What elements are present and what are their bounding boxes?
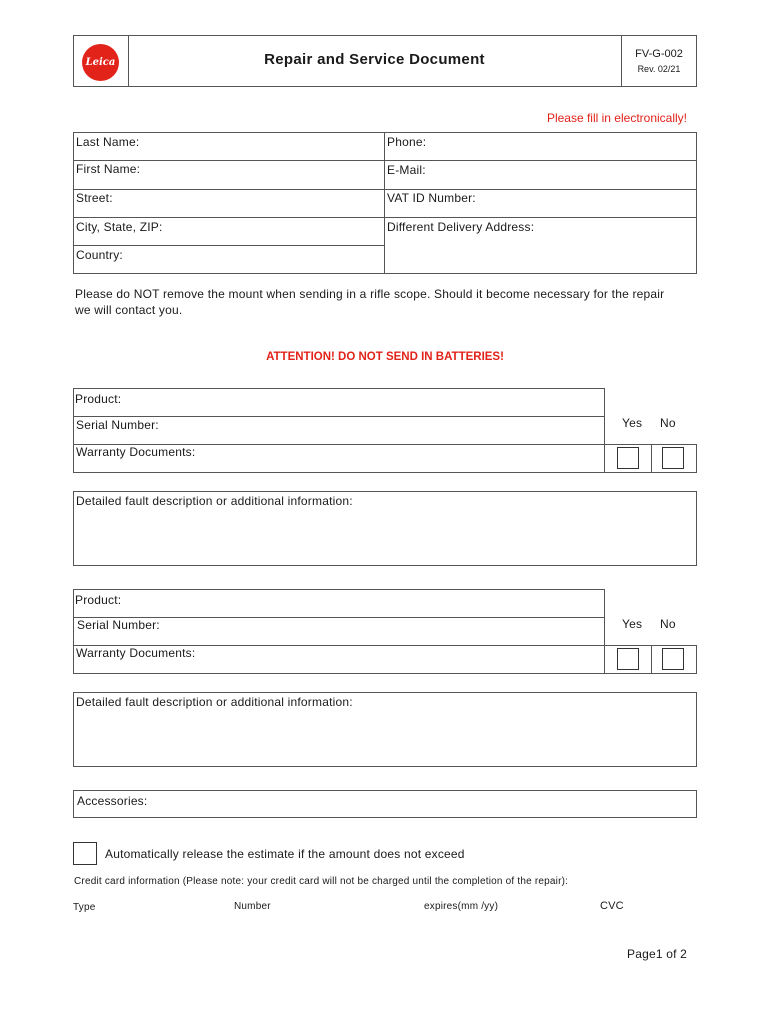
city-state-zip-label: City, State, ZIP: [76,220,163,234]
header-divider-right [621,35,622,87]
card-type-label: Type [73,902,96,913]
last-name-label: Last Name: [76,135,140,149]
product-field[interactable] [74,590,604,617]
warranty-right-edge [696,444,697,473]
product-field[interactable] [74,389,604,416]
document-code: FV-G-002 [635,48,683,60]
last-name-field[interactable] [74,133,384,160]
leica-logo-text: Leica [85,57,116,68]
warranty-yes-checkbox[interactable] [617,447,639,469]
warranty-documents-label: Warranty Documents: [76,445,196,459]
first-name-field[interactable] [74,161,384,188]
fault-description-field[interactable] [73,692,697,767]
fill-electronically-notice: Please fill in electronically! [546,111,687,125]
email-field[interactable] [385,161,696,188]
warranty-no-checkbox[interactable] [662,447,684,469]
phone-field[interactable] [385,133,696,160]
battery-warning: ATTENTION! DO NOT SEND IN BATTERIES! [266,351,504,363]
product-label: Product: [75,593,122,607]
first-name-label: First Name: [76,162,141,176]
vat-id-label: VAT ID Number: [387,191,476,205]
accessories-field[interactable] [73,790,697,818]
mount-note: Please do NOT remove the mount when sending in a rifle scope. Should it become necessary for the repair we will contact you. [75,287,665,317]
phone-label: Phone: [387,135,427,149]
serial-number-label: Serial Number: [77,618,160,632]
warranty-divider [651,645,652,674]
card-cvc-label: CVC [600,900,624,912]
email-label: E-Mail: [387,163,426,177]
leica-logo [82,44,119,81]
warranty-right-edge [696,645,697,674]
accessories-label: Accessories: [77,794,148,808]
delivery-address-label: Different Delivery Address: [387,220,535,234]
serial-number-field[interactable] [74,618,604,645]
delivery-address-field[interactable] [385,218,696,273]
street-label: Street: [76,191,113,205]
warranty-yes-checkbox[interactable] [617,648,639,670]
serial-number-label: Serial Number: [76,418,159,432]
estimate-release-checkbox[interactable] [73,842,97,865]
warranty-yes-label: Yes [622,617,643,631]
fault-description-label: Detailed fault description or additional information: [76,494,353,508]
card-expiry-label: expires(mm /yy) [424,901,499,912]
product-label: Product: [75,392,122,406]
document-revision: Rev. 02/21 [637,64,681,74]
page-number: Page1 of 2 [627,947,688,961]
country-field[interactable] [74,246,384,273]
warranty-divider [651,444,652,473]
vat-id-field[interactable] [385,190,696,217]
street-field[interactable] [74,190,384,217]
warranty-no-label: No [660,416,676,430]
estimate-release-label: Automatically release the estimate if the amount does not exceed [105,847,465,861]
fault-description-field[interactable] [73,491,697,566]
city-state-zip-field[interactable] [74,218,384,245]
warranty-yes-label: Yes [622,416,643,430]
credit-card-note: Credit card information (Please note: your credit card will not be charged until the completion of the repair): [74,876,569,887]
warranty-documents-label: Warranty Documents: [76,646,196,660]
card-number-label: Number [234,901,271,912]
fault-description-label: Detailed fault description or additional information: [76,695,353,709]
document-title: Repair and Service Document [264,51,485,68]
warranty-no-label: No [660,617,676,631]
serial-number-field[interactable] [74,417,604,444]
warranty-no-checkbox[interactable] [662,648,684,670]
country-label: Country: [76,248,123,262]
